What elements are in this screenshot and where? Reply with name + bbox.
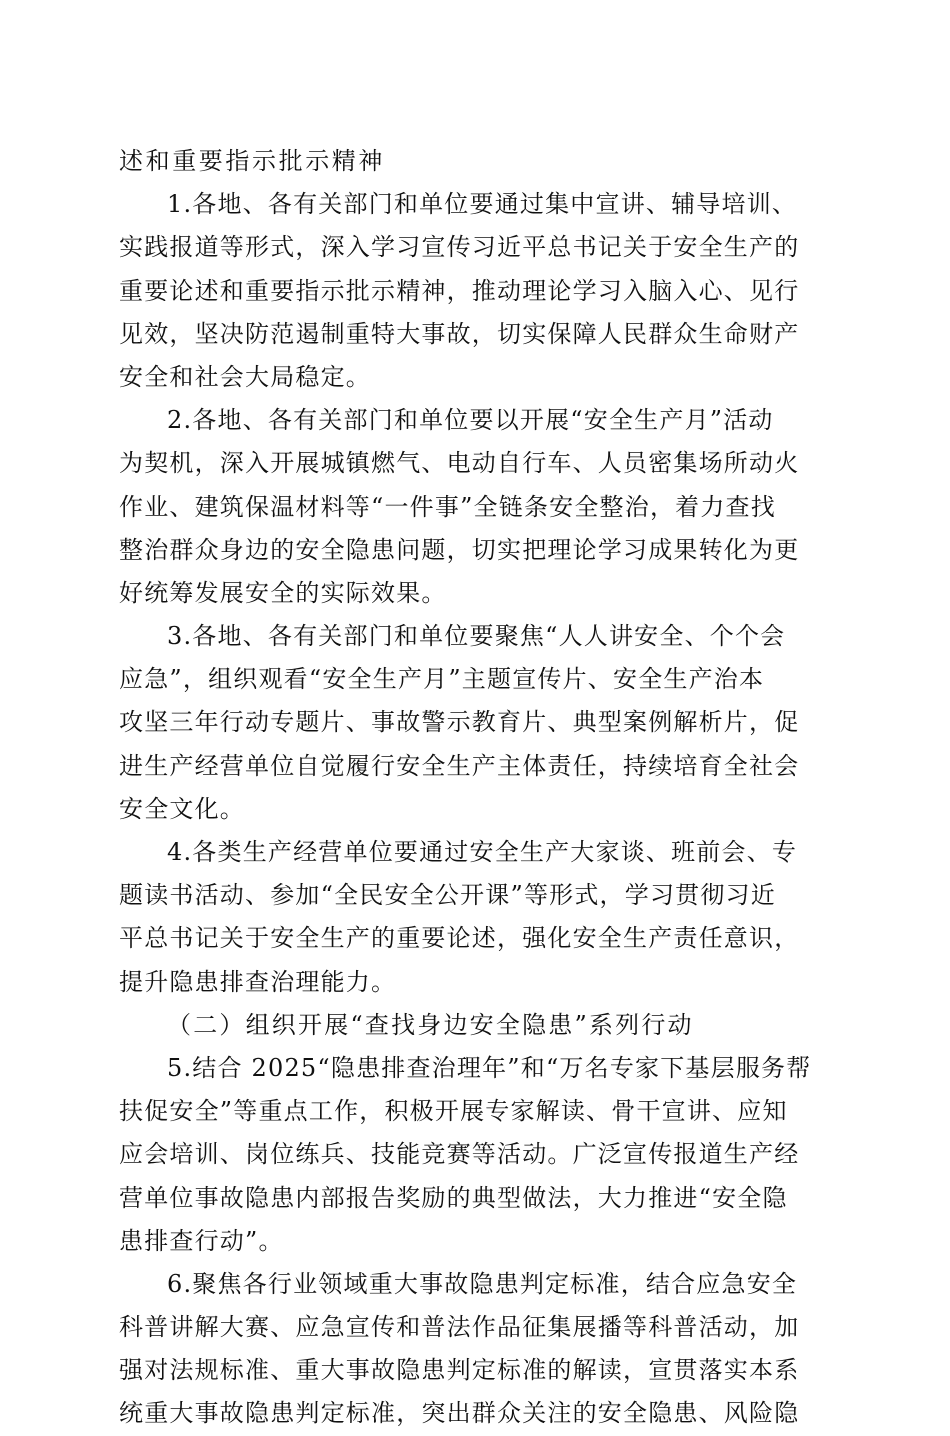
paragraph-line: 5.结合 2025“隐患排查治理年”和“万名专家下基层服务帮 — [167, 1053, 812, 1082]
paragraph-5 — [119, 1047, 823, 1263]
paragraph-line: 4.各类生产经营单位要通过安全生产大家谈、班前会、专 — [167, 838, 798, 866]
paragraph-line: 统重大事故隐患判定标准，突出群众关注的安全隐患、风险隐 — [119, 1399, 800, 1428]
paragraph-line: 提升隐患排查治理能力。 — [119, 967, 397, 996]
paragraph-1 — [119, 183, 823, 399]
paragraph-line: 3.各地、各有关部门和单位要聚焦“人人讲安全、个个会 — [167, 622, 786, 651]
paragraph-line: 重要论述和重要指示批示精神，推动理论学习入脑入心、见行 — [119, 276, 800, 305]
paragraph-line: 进生产经营单位自觉履行安全生产主体责任，持续培育全社会 — [119, 751, 800, 780]
paragraph-line: 安全文化。 — [119, 794, 245, 823]
paragraph-line: 见效，坚决防范遏制重特大事故，切实保障人民群众生命财产 — [119, 319, 800, 348]
paragraph-6 — [119, 1263, 823, 1436]
paragraph-line: 平总书记关于安全生产的重要论述，强化安全生产责任意识， — [119, 924, 800, 953]
paragraph-line: 1.各地、各有关部门和单位要通过集中宣讲、辅导培训、 — [167, 190, 798, 219]
paragraph-4 — [119, 831, 823, 1004]
paragraph-line: 应急”，组织观看“安全生产月”主题宣传片、安全生产治本 — [119, 665, 765, 694]
paragraph-line: 整治群众身边的安全隐患问题，切实把理论学习成果转化为更 — [119, 535, 800, 564]
paragraph-line: 应会培训、岗位练兵、技能竞赛等活动。广泛宣传报道生产经 — [119, 1140, 800, 1169]
paragraph-line: 题读书活动、参加“全民安全公开课”等形式，学习贯彻习近 — [119, 881, 776, 910]
paragraph-line: 作业、建筑保温材料等“一件事”全链条安全整治，着力查找 — [119, 492, 776, 521]
paragraph-line: 患排查行动”。 — [119, 1226, 284, 1255]
paragraph-line: 2.各地、各有关部门和单位要以开展“安全生产月”活动 — [167, 406, 774, 435]
paragraph-line: 科普讲解大赛、应急宣传和普法作品征集展播等科普活动，加 — [119, 1313, 800, 1342]
paragraph-line: 营单位事故隐患内部报告奖励的典型做法，大力推进“安全隐 — [119, 1183, 788, 1212]
paragraph-line: 扶促安全”等重点工作，积极开展专家解读、骨干宣讲、应知 — [119, 1097, 788, 1126]
document-body — [119, 140, 823, 1436]
section-subheading: （二）组织开展“查找身边安全隐患”系列行动 — [167, 1010, 694, 1039]
paragraph-3 — [119, 615, 823, 831]
paragraph-line: 6.聚焦各行业领域重大事故隐患判定标准，结合应急安全 — [167, 1269, 798, 1298]
paragraph-line: 为契机，深入开展城镇燃气、电动自行车、人员密集场所动火 — [119, 449, 800, 478]
paragraph-line: 强对法规标准、重大事故隐患判定标准的解读，宣贯落实本系 — [119, 1356, 800, 1385]
paragraph-line: 攻坚三年行动专题片、事故警示教育片、典型案例解析片，促 — [119, 708, 800, 737]
paragraph-line: 安全和社会大局稳定。 — [119, 362, 371, 391]
heading-continuation: 述和重要指示批示精神 — [119, 147, 385, 175]
paragraph-line: 好统筹发展安全的实际效果。 — [119, 578, 447, 607]
paragraph-2 — [119, 399, 823, 615]
paragraph-line: 实践报道等形式，深入学习宣传习近平总书记关于安全生产的 — [119, 233, 800, 262]
